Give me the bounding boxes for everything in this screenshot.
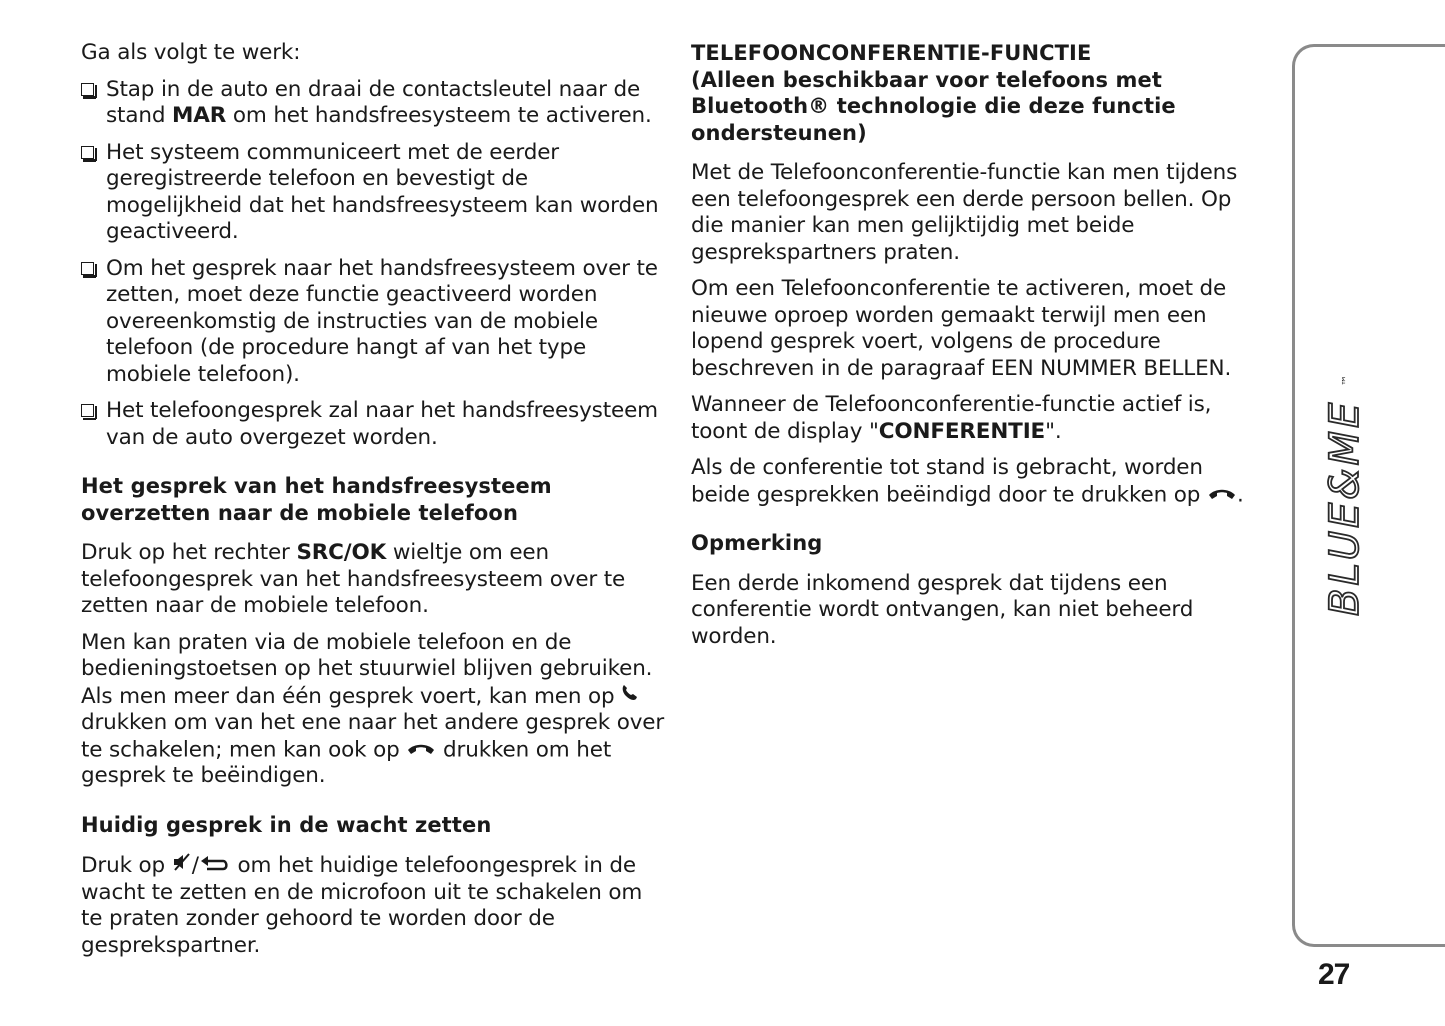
return-arrow-icon [199,853,231,880]
paragraph: Men kan praten via de mobiele telefoon en de bedieningstoetsen op het stuurwiel blijven gebruiken. Als men meer dan één gesprek voert, kan men op drukken om van het ene naar het andere gesprek over te schakelen; men kan ook op drukken om het gesprek te beëindigen. [81,629,665,789]
list-item: Om het gesprek naar het handsfreesysteem over te zetten, moet deze functie geactiveerd worden overeenkomstig de instructies van de mobiele telefoon (de procedure hangt af van het type mobiele telefoon). [81,256,666,389]
logo-text: BLUE&ME [1325,399,1368,616]
list-item: Het telefoongesprek zal naar het handsfreesysteem van de auto overgezet worden. [81,398,666,451]
mar-keyword: MAR [172,103,227,128]
intro-text: Ga als volgt te werk: [81,40,301,65]
checkbox-bullet-icon [81,146,94,159]
checkbox-bullet-icon [81,83,94,96]
section-heading-hold: Huidig gesprek in de wacht zetten [81,812,492,837]
conference-heading: TELEFOONCONFERENTIE-FUNCTIE [691,41,1092,65]
note-heading: Opmerking [691,531,823,556]
list-item: Stap in de auto en draai de contactsleutel naar de stand MAR om het handsfreesysteem te activeren. [81,77,666,130]
blue-me-logo [1325,370,1375,620]
note-text: Een derde inkomend gesprek dat tijdens een conferentie wordt ontvangen, kan niet beheerd worden. [691,570,1194,649]
paragraph: Druk op / om het huidige telefoongesprek in de wacht te zetten en de microfoon uit te schakelen om te praten zonder gehoord te worden door de gesprekspartner. [81,853,643,958]
section-heading-transfer: Het gesprek van het handsfreesysteem overzetten naar de mobiele telefoon [81,474,552,525]
checkbox-bullet-icon [81,262,94,275]
paragraph: Druk op het rechter SRC/OK wieltje om een telefoongesprek van het handsfreesysteem over te zetten naar de mobiele telefoon. [81,540,626,618]
phone-hangup-icon [406,737,436,764]
paragraph: Met de Telefoonconferentie-functie kan men tijdens een telefoongesprek een derde persoon bellen. Op die manier kan men gelijktijdig met beide gesprekspartners praten. [691,160,1238,265]
logo-trademark: ™ [1340,375,1353,386]
left-column [81,40,666,969]
page-number: 27 [1318,958,1350,991]
paragraph: Om een Telefoonconferentie te activeren, moet de nieuwe oproep worden gemaakt terwijl men een lopend gesprek voert, volgens de procedure beschreven in de paragraaf EEN NUMMER BELLEN. [691,276,1232,381]
mute-speaker-icon [172,852,192,880]
paragraph: Als de conferentie tot stand is gebracht, worden beide gesprekken beëindigd door te drukken op . [691,455,1244,507]
src-ok-keyword: SRC/OK [296,540,387,565]
phone-hangup-icon [1207,482,1237,509]
checkbox-bullet-icon [81,404,94,417]
paragraph: Wanneer de Telefoonconferentie-functie actief is, toont de display "CONFERENTIE". [691,392,1212,444]
phone-answer-icon [621,683,639,711]
list-item: Het systeem communiceert met de eerder geregistreerde telefoon en bevestigt de mogelijkheid dat het handsfreesysteem kan worden geactiveerd. [81,140,666,246]
right-column [691,40,1266,660]
conference-subheading: (Alleen beschikbaar voor telefoons met Bluetooth® technologie die deze functie ondersteunen) [691,67,1176,145]
conferentie-keyword: CONFERENTIE [878,418,1046,444]
